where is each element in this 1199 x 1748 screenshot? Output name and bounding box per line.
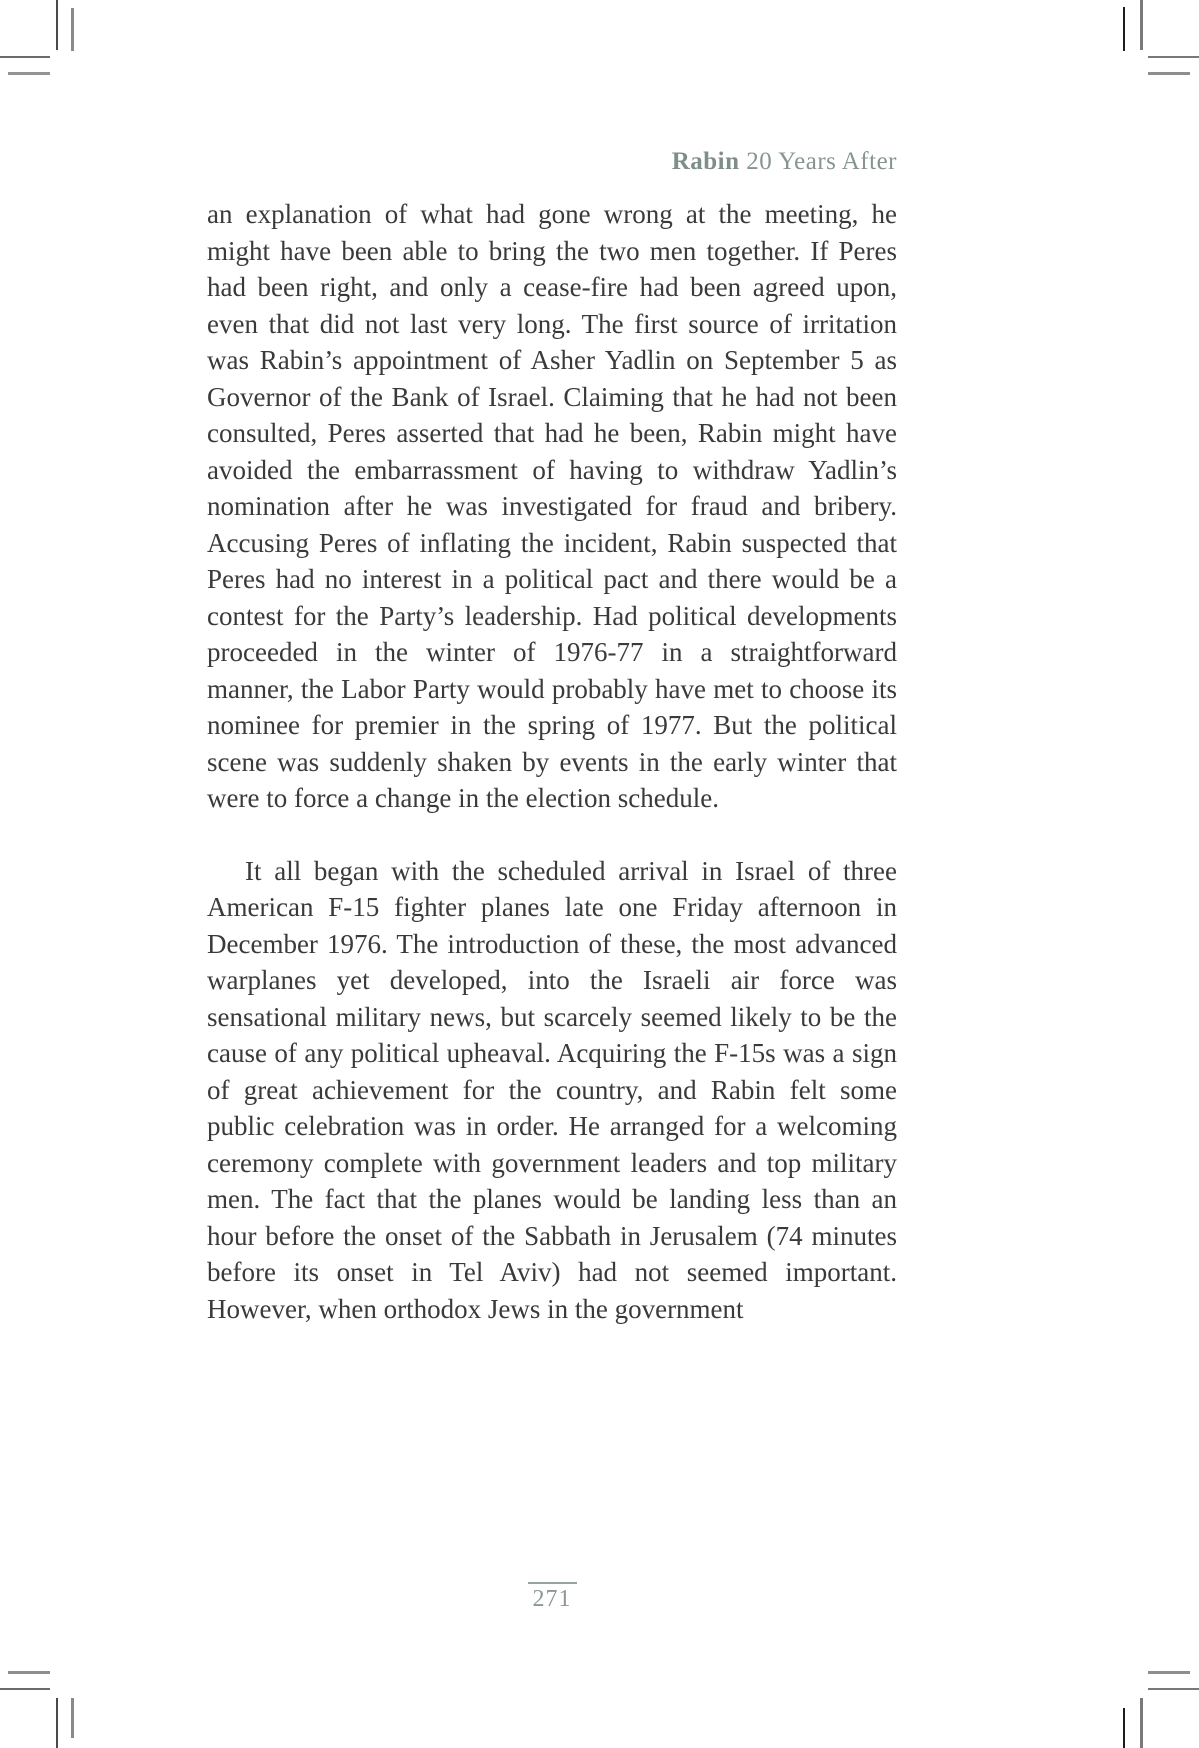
crop-mark (56, 1698, 58, 1748)
crop-mark (1148, 56, 1199, 58)
crop-mark (1148, 1688, 1199, 1690)
crop-mark (8, 1671, 50, 1674)
crop-mark (1123, 1708, 1125, 1748)
page-footer (207, 1582, 897, 1613)
page-number: 271 (528, 1582, 577, 1613)
crop-mark (71, 1698, 74, 1738)
running-header (207, 148, 897, 176)
crop-mark (1148, 1671, 1190, 1674)
crop-mark (71, 8, 74, 51)
text-body (207, 196, 897, 1363)
crop-mark (56, 0, 58, 50)
crop-mark (8, 72, 50, 75)
crop-mark (0, 1688, 50, 1690)
paragraph: an explanation of what had gone wrong at the meeting, he might have been able to bring the two men together. If Peres had been right, and only a cease-fire had been agreed upon, even that did not last very long. The first source of irritation was Rabin’s appointment of Asher Yadlin on September 5 as Governor of the Bank of Israel. Claiming that he had not been consulted, Peres asserted that had he been, Rabin might have avoided the embarrassment of having to withdraw Yadlin’s nomination after he was investigated for fraud and bribery. Accusing Peres of inflating the incident, Rabin suspected that Peres had no interest in a political pact and there would be a contest for the Party’s leadership. Had political developments proceeded in the winter of 1976-77 in a straightforward manner, the Labor Party would probably have met to choose its nominee for premier in the spring of 1977. But the political scene was suddenly shaken by events in the early winter that were to force a change in the election schedule. (207, 199, 897, 813)
book-title-bold: Rabin (671, 148, 740, 175)
paragraph: It all began with the scheduled arrival in Israel of three American F-15 fighter planes late one Friday afternoon in December 1976. The introduction of these, the most advanced warplanes yet developed, into the Israeli air force was sensational military news, but scarcely seemed likely to be the cause of any political upheaval. Acquiring the F-15s was a sign of great achievement for the country, and Rabin felt some public celebration was in order. He arranged for a welcoming ceremony complete with government leaders and top military men. The fact that the planes would be landing less than an hour before the onset of the Sabbath in Jerusalem (74 minutes before its onset in Tel Aviv) had not seemed important. However, when orthodox Jews in the government (207, 855, 897, 1324)
book-title-rest: 20 Years After (739, 148, 897, 175)
crop-mark (1148, 72, 1190, 75)
crop-mark (0, 56, 50, 58)
crop-mark (1140, 1698, 1143, 1748)
crop-mark (1140, 0, 1143, 50)
crop-mark (1123, 7, 1125, 51)
